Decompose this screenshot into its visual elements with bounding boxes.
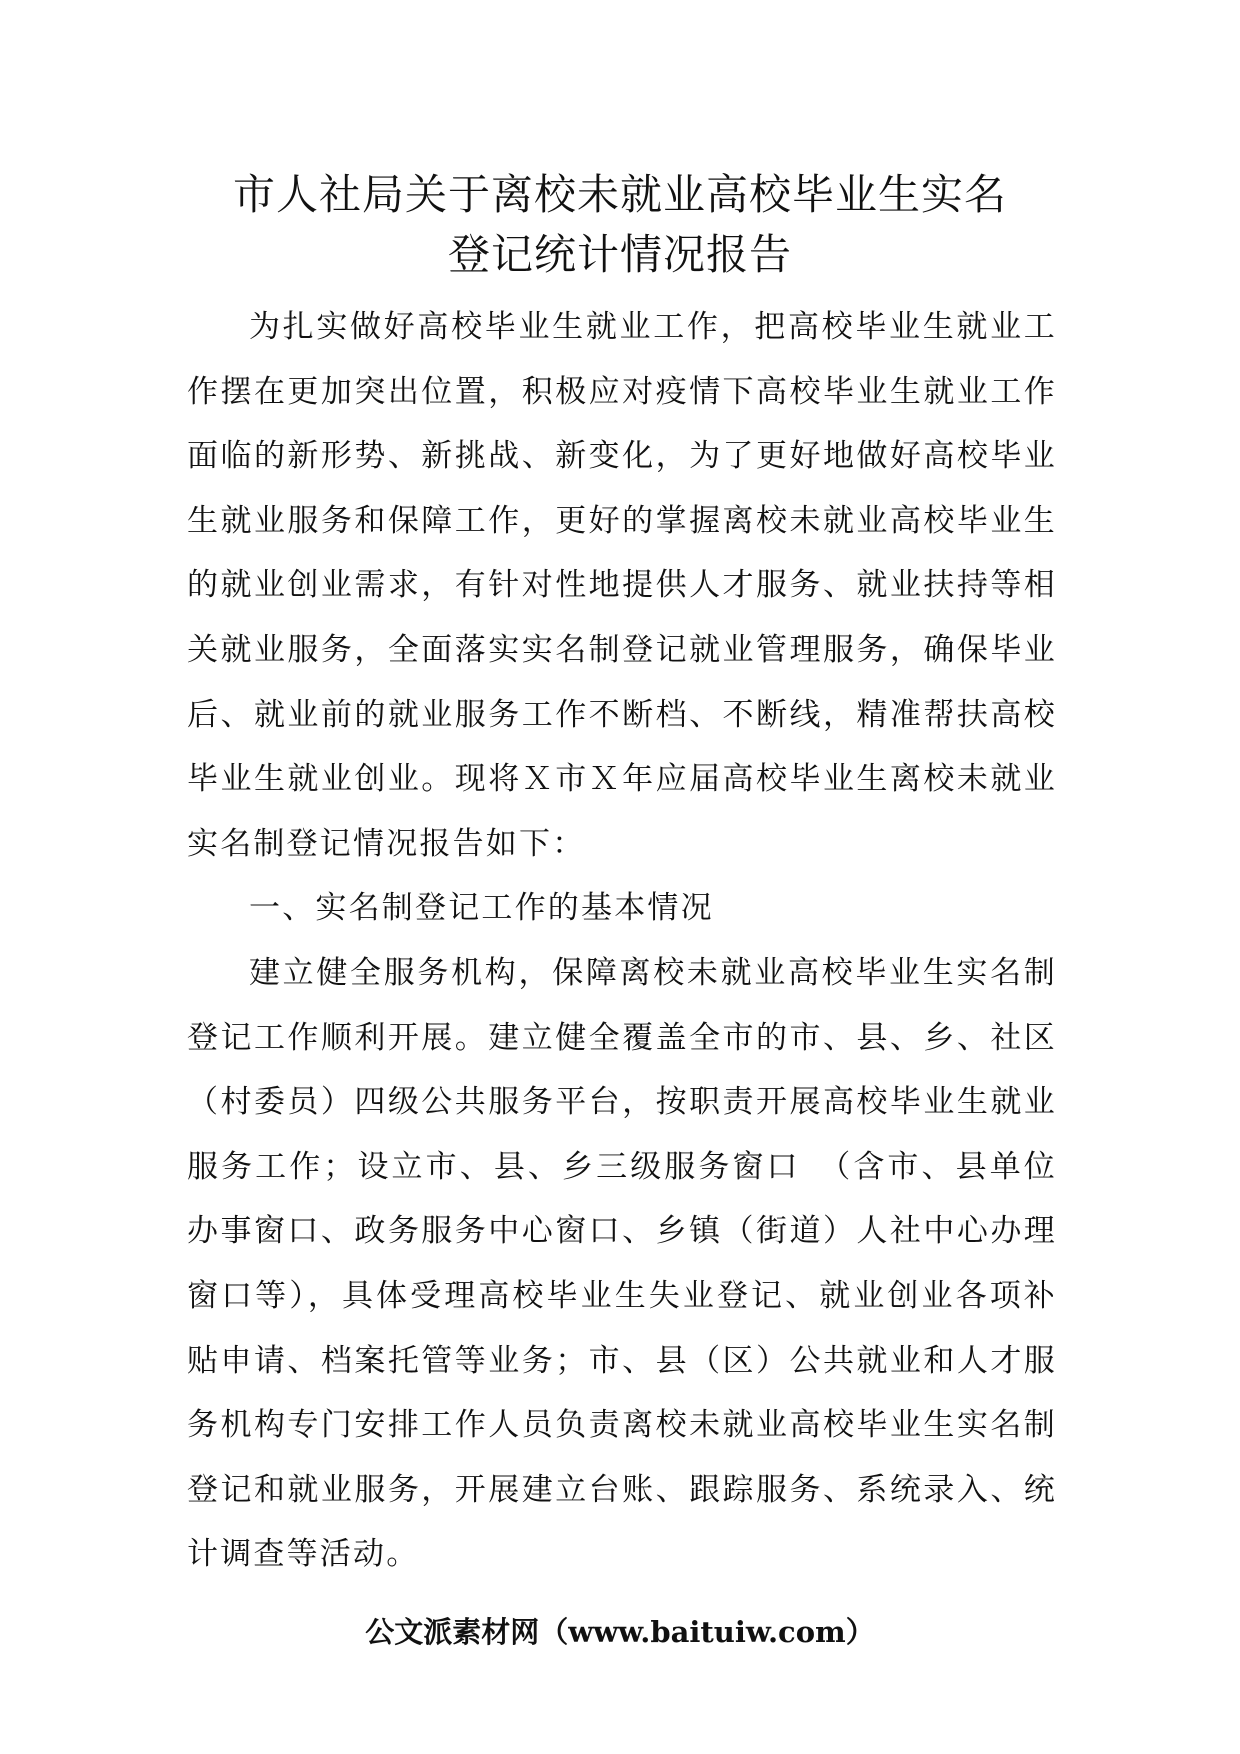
source-footer: 公文派素材网（www.baituiw.com） (365, 1615, 875, 1649)
section-heading: 一、实名制登记工作的基本情况 (249, 890, 714, 927)
title-line-1: 市人社局关于离校未就业高校毕业生实名 (232, 170, 1007, 219)
document-title (150, 165, 1090, 285)
intro-paragraph: 为扎实做好高校毕业生就业工作，把高校毕业生就业工作摆在更加突出位置，积极应对疫情下高校毕业生就业工作面临的新形势、新挑战、新变化，为了更好地做好高校毕业生就业服务和保障工作，更好的掌握离校未就业高校毕业生的就业创业需求，有针对性地提供人才服务、就业扶持等相关就业服务，全面落实实名制登记就业管理服务，确保毕业后、就业前的就业服务工作不断档、不断线，精准帮扶高校毕业生就业创业。现将Ｘ市Ｘ年应届高校毕业生离校未就业实名制登记情况报告如下： (187, 309, 1057, 862)
document-body (187, 295, 1057, 1587)
title-line-2: 登记统计情况报告 (447, 230, 792, 279)
body-paragraph: 建立健全服务机构，保障离校未就业高校毕业生实名制登记工作顺利开展。建立健全覆盖全市的市、县、乡、社区（村委员）四级公共服务平台，按职责开展高校毕业生就业服务工作；设立市、县、乡三级服务窗口 （含市、县单位办事窗口、政务服务中心窗口、乡镇（街道）人社中心办理窗口等），具体受理高校毕业生失业登记、就业创业各项补贴申请、档案托管等业务；市、县（区）公共就业和人才服务机构专门安排工作人员负责离校未就业高校毕业生实名制登记和就业服务，开展建立台账、跟踪服务、系统录入、统计调查等活动。 (187, 954, 1057, 1573)
